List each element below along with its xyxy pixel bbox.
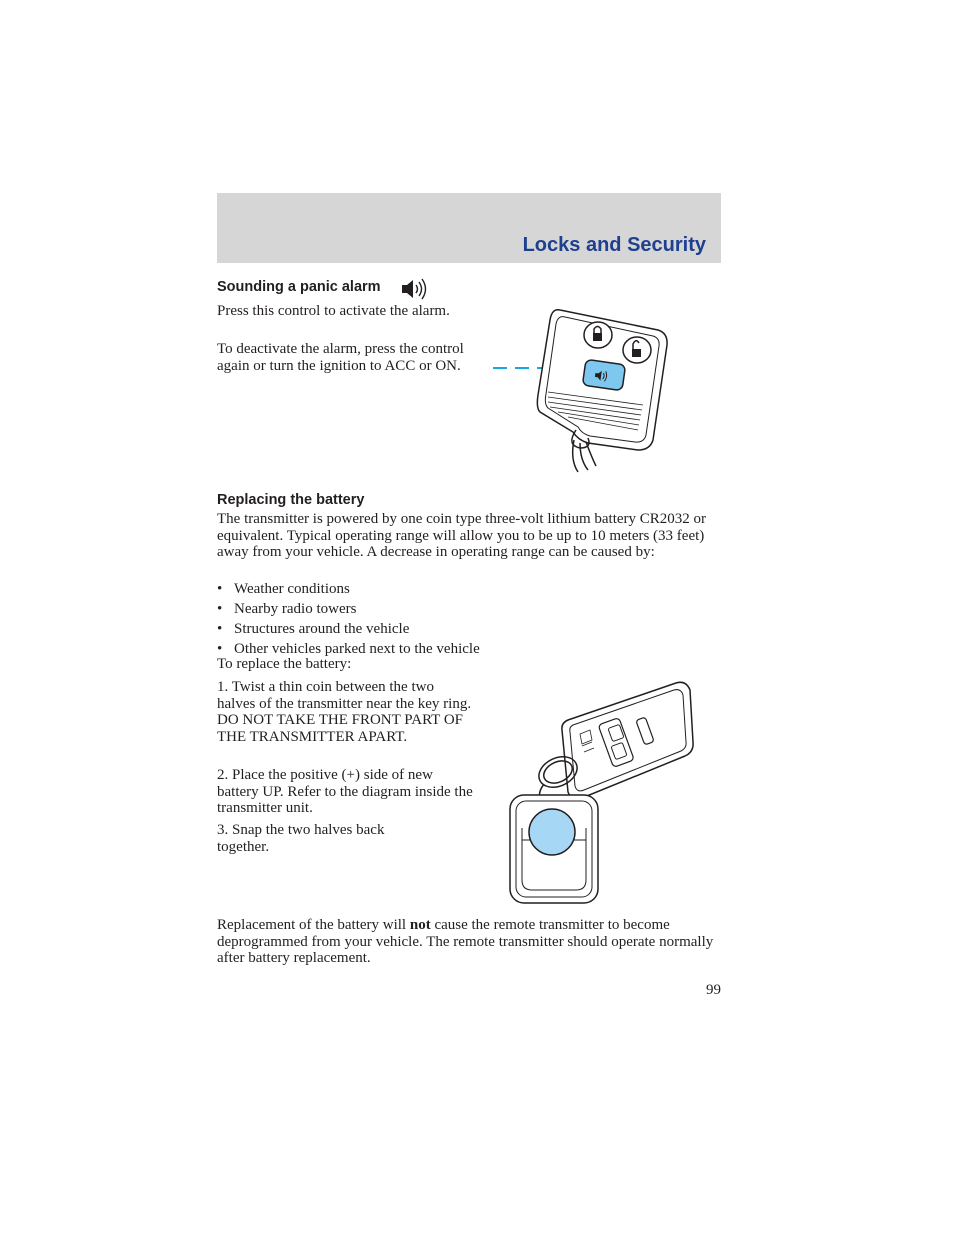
transmitter-back-half — [510, 795, 598, 903]
open-transmitter-illustration — [500, 680, 700, 908]
battery-heading: Replacing the battery — [217, 492, 365, 508]
panic-alarm-heading — [217, 279, 381, 295]
speaker-icon — [400, 277, 428, 301]
battery-lead: To replace the battery: — [217, 656, 352, 672]
battery-step-3: 3. Snap the two halves back together. — [217, 822, 385, 855]
list-item: • Other vehicles parked next to the vehicle — [217, 641, 480, 657]
battery-step-1: 1. Twist a thin coin between the two halves of the transmitter near the key ring. DO NOT TAKE THE FRONT PART OF THE TRANSMITTER APART. — [217, 679, 472, 745]
page-number: 99 — [706, 982, 721, 998]
battery-intro: The transmitter is powered by one coin type three-volt lithium battery CR2032 or equivalent. Typical operating range will allow you to be up to 10 meters (33 feet) away from your vehicle. A decrease in operating range can be caused by: — [217, 511, 707, 561]
battery-step-2: 2. Place the positive (+) side of new battery UP. Refer to the diagram inside the transmitter unit. — [217, 767, 473, 817]
unlock-icon — [623, 337, 651, 363]
panic-para-activate: Press this control to activate the alarm. — [217, 303, 450, 319]
battery-closing-note: Replacement of the battery will not cause the remote transmitter to become deprogrammed from your vehicle. The remote transmitter should operate normally after battery replacement. — [217, 917, 714, 967]
section-title: Locks and Security — [522, 234, 706, 256]
section-header-band — [217, 193, 721, 263]
fob-panic-button — [582, 359, 625, 390]
list-item: • Structures around the vehicle — [217, 621, 410, 637]
lock-icon — [584, 322, 612, 348]
list-item: • Nearby radio towers — [217, 601, 357, 617]
panic-alarm-heading-text: Sounding a panic alarm — [217, 279, 381, 295]
coin-battery — [529, 809, 575, 855]
transmitter-front-half — [562, 682, 693, 799]
key-fob-illustration — [488, 300, 678, 480]
list-item: • Weather conditions — [217, 581, 350, 597]
panic-para-deactivate: To deactivate the alarm, press the control again or turn the ignition to ACC or ON. — [217, 341, 464, 374]
range-factor-list — [217, 579, 480, 659]
